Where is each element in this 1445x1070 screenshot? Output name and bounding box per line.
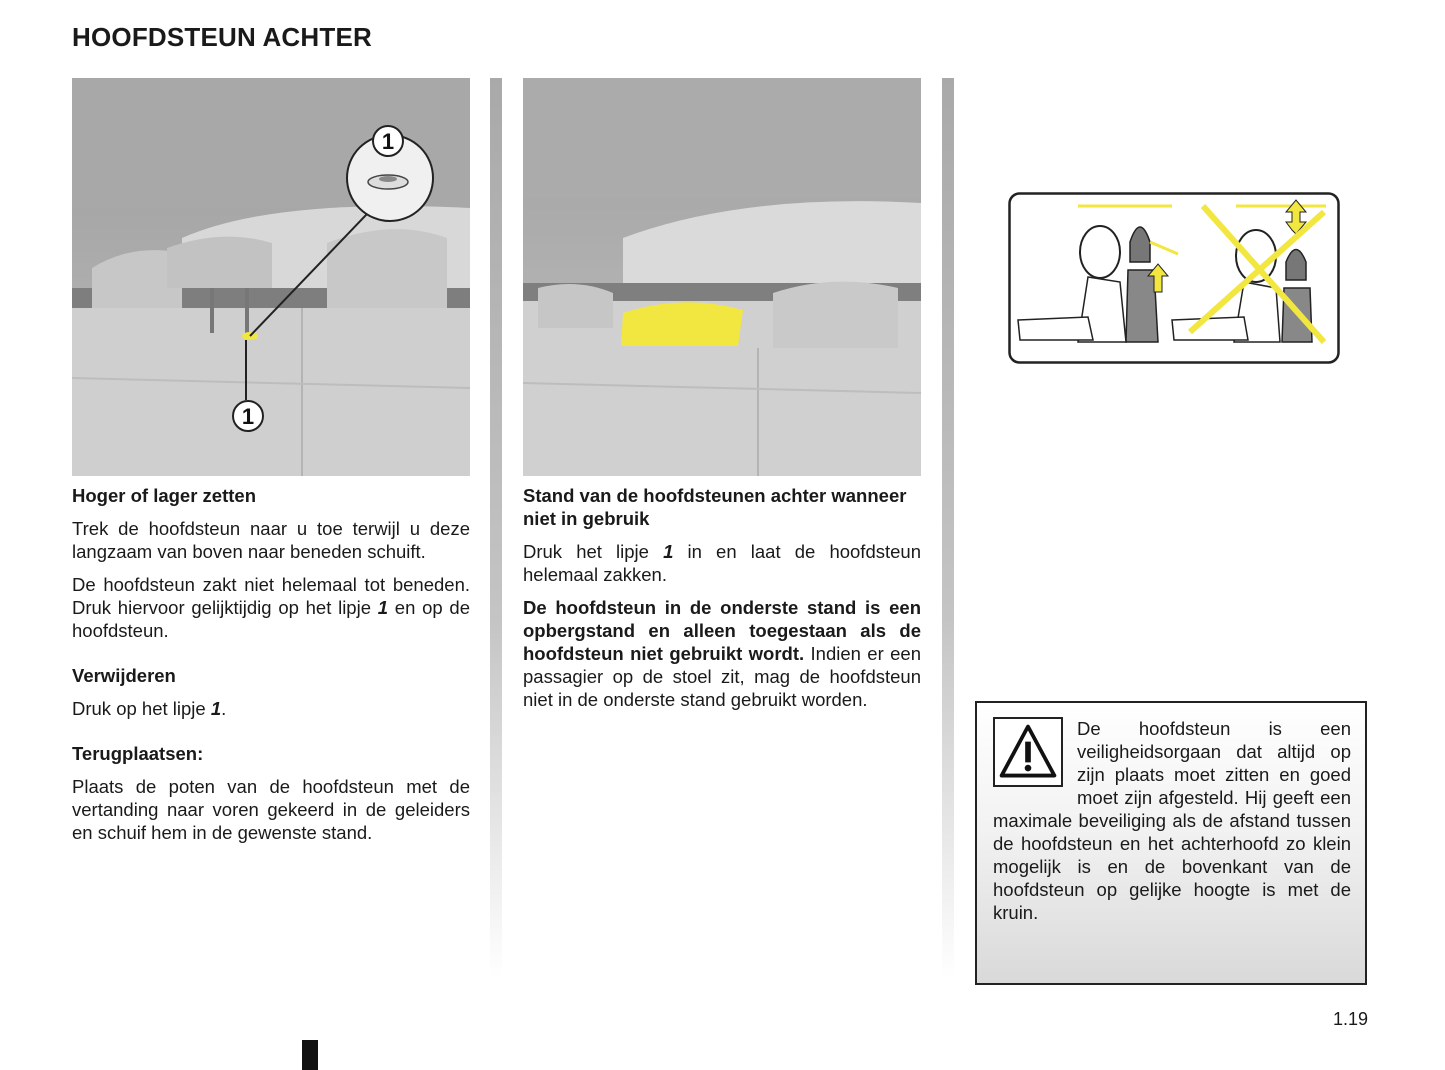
headrest-position-diagram (1008, 192, 1340, 364)
page-title: HOOFDSTEUN ACHTER (72, 22, 372, 52)
print-mark (302, 1040, 318, 1070)
callout-number-bottom: 1 (241, 404, 255, 429)
paragraph-refit: Plaats de poten van de hoofdsteun met de vertanding naar voren gekeerd in de geleiders en schuif hem in de gewenste stand. (72, 776, 470, 843)
text-block-left (72, 484, 470, 844)
paragraph-pull-headrest: Trek de hoofdsteun naar u toe terwijl u deze langzaam van boven naar beneden schuift. (72, 518, 470, 562)
text-block-middle (523, 484, 921, 711)
warning-text: De hoofdsteun is een veiligheidsorgaan dat altijd op zijn plaats moet zitten en goed moet zijn afgesteld. Hij geeft een maximale beveiliging als de afstand tussen de hoofdsteun en het achterhoofd zo klein mogelijk is en de bovenkant van de hoofdsteun op gelijke hoogte is met de kruin. (993, 718, 1351, 923)
warning-triangle-icon (993, 717, 1063, 787)
column-divider-right (942, 78, 954, 978)
section-heading-remove: Verwijderen (72, 665, 176, 686)
warning-box (975, 701, 1367, 985)
section-heading-adjust: Hoger of lager zetten (72, 485, 256, 506)
section-heading-refit: Terugplaatsen: (72, 743, 204, 764)
paragraph-not-fully-down: De hoofdsteun zakt niet helemaal tot beneden. Druk hiervoor gelijktijdig op het lipje 1 en op de hoofdsteun. (72, 574, 470, 641)
callout-number-top: 1 (381, 129, 395, 154)
section-heading-stowed-position: Stand van de hoofdsteunen achter wanneer niet in gebruik (523, 485, 907, 529)
page-number: 1.19 (1333, 1009, 1369, 1029)
photo-rear-headrest-tab (72, 78, 470, 476)
column-left (72, 78, 470, 854)
column-middle (523, 78, 921, 721)
paragraph-press-tab: Druk het lipje 1 in en laat de hoofdsteun helemaal zakken. (523, 541, 921, 585)
paragraph-storage-position: De hoofdsteun in de onderste stand is een opbergstand en alleen toegestaan als de hoofdsteun niet gebruikt wordt. Indien er een passagier op de stoel zit, mag de hoofdsteun niet in de onderste stand gebruikt worden. (523, 597, 921, 710)
photo-headrest-stowed (523, 78, 921, 476)
paragraph-remove: Druk op het lipje 1. (72, 698, 227, 719)
column-divider-left (490, 78, 502, 978)
